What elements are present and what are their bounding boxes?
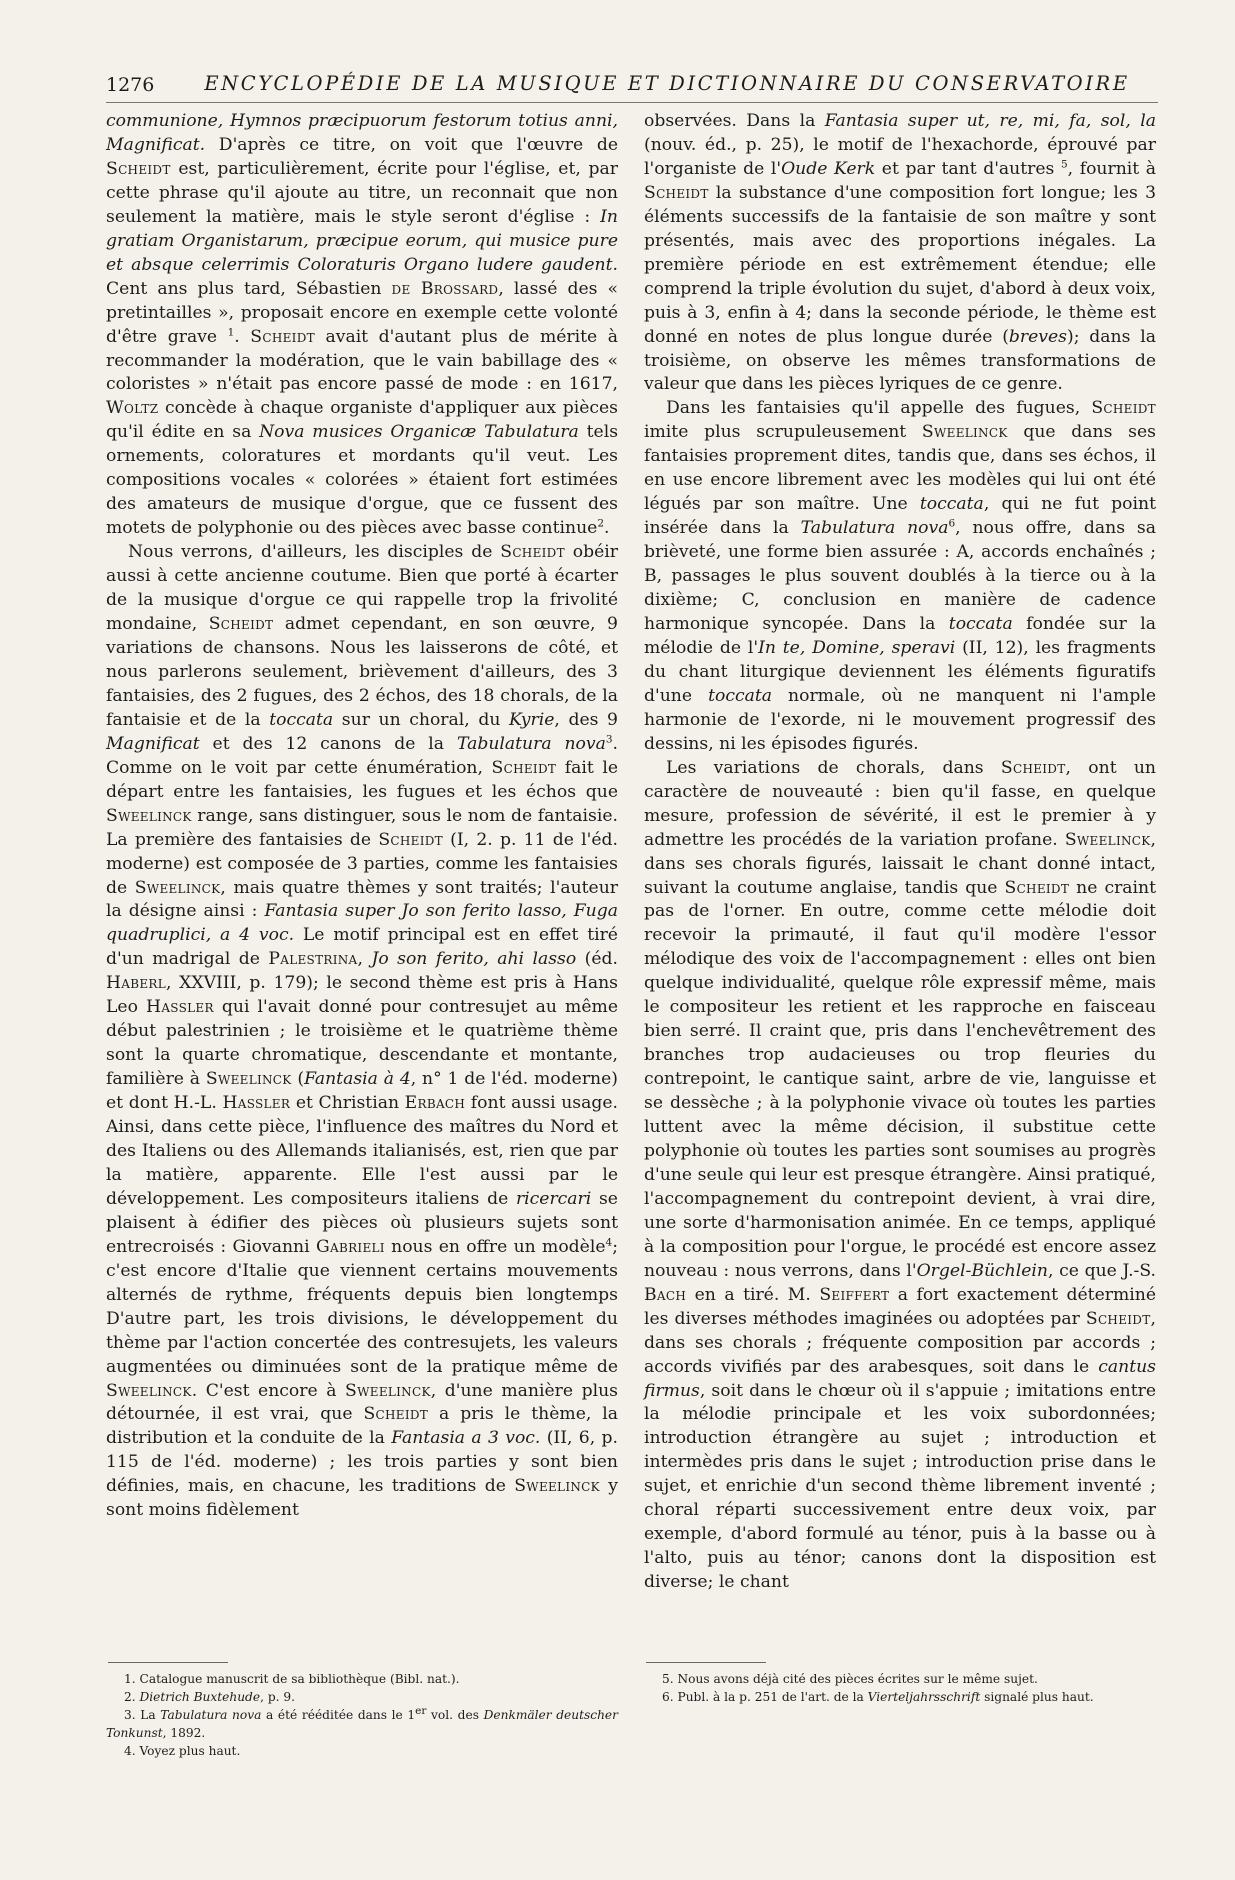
proper-name: Haberl [106,973,167,994]
proper-name: Sweelinck [106,805,192,826]
proper-name: Sweelinck [514,1476,600,1497]
proper-name: Scheidt [1000,757,1066,778]
proper-name: Sweelinck [205,1069,292,1090]
proper-name: de Brossard [391,278,499,299]
footnote-ref: 1 [227,325,235,338]
running-title: ENCYCLOPÉDIE DE LA MUSIQUE ET DICTIONNAIRE DU CONSERVATOIRE [204,72,1130,95]
italic-text: Tabulatura nova [800,518,949,539]
footnote-ref: 6 [948,517,956,530]
italic-text: Dietrich Buxtehude [139,1690,261,1704]
italic-text: toccata [948,614,1013,635]
italic-text: Orgel-Büchlein [916,1260,1048,1281]
italic-text: breves [1008,326,1067,347]
footnote: 2. Dietrich Buxtehude, p. 9. [124,1690,296,1704]
italic-text: Jo son ferito, ahi lasso [371,949,577,970]
italic-text: Fantasia super Jo son ferito lasso, Fuga quadruplici, a 4 voc. [106,901,618,946]
footnote-ref: 3 [605,733,613,746]
footnote-rule [646,1662,766,1663]
italic-text: toccata [269,709,334,730]
footnote: 1. Catalogue manuscrit de sa bibliothèque (Bibl. nat.). [124,1672,460,1686]
paragraph: Nous verrons, d'ailleurs, les disciples de Scheidt obéir aussi à cette ancienne coutume. Bien que porté à écarter de la musique d'orgue ce qui rappelle trop la frivolité mondaine, Scheidt admet cependant, en son œuvre, 9 variations de chansons. Nous les laisserons de côté, et nous parlerons seulement, brièvement d'ailleurs, des 3 fantaisies, des 2 fugues, des 2 échos, des 18 chorals, de la fantaisie et de la toccata sur un choral, du Kyrie, des 9 Magnificat et des 12 canons de la Tabulatura nova$^3$. Comme on le voit par cette énumération, Scheidt fait le départ entre les fantaisies, les fugues et les échos que Sweelinck range, sans distinguer, sous le nom de fantaisie. La première des fantaisies de Scheidt (I, 2. p. 11 de l'éd. moderne) est composée de 3 parties, comme les fantaisies de Sweelinck, mais quatre thèmes y sont traités; l'auteur la désigne ainsi : Fantasia super Jo son ferito lasso, Fuga quadruplici, a 4 voc. Le motif principal est en effet tiré d'un madrigal de Palestrina, Jo son ferito, ahi lasso (éd. Haberl, XXVIII, p. 179); le second thème est pris à Hans Leo Hassler qui l'avait donné pour contresujet au même début palestrinien ; le troisième et le quatrième thème sont la quarte chromatique, descendante et montante, familière à Sweelinck (Fantasia à 4, n° 1 de l'éd. moderne) et dont H.-L. Hassler et Christian Erbach font aussi usage. Ainsi, dans cette pièce, l'influence des maîtres du Nord et des Italiens ou des Allemands italianisés, est, rien que par la matière, apparente. Elle l'est aussi par le développement. Les compositeurs italiens de ricercari se plaisent à édifier des pièces où plusieurs sujets sont entrecroisés : Giovanni Gabrieli nous en offre un modèle$^4$; c'est encore d'Italie que viennent certains mouvements alternés de rythme, fréquents depuis bien longtemps D'autre part, les trois divisions, le développement du thème par l'action concertée des contresujets, les valeurs augmentées ou diminuées sont de la pratique même de Sweelinck. C'est encore à Sweelinck, d'une manière plus détournée, il est vrai, que Scheidt a pris le thème, la distribution et la conduite de la Fantasia a 3 voc. (II, 6, p. 115 de l'éd. moderne) ; les trois parties y sont bien définies, mais, en chacune, les traditions de Sweelinck y sont moins fidèlement [106,542,619,1521]
proper-name: Scheidt [644,182,709,203]
italic-text: Nova musices Organicæ Tabulatura [259,422,579,443]
italic-text: Fantasia a 3 voc. [391,1428,541,1449]
paragraph: observées. Dans la Fantasia super ut, re, mi, fa, sol, la (nouv. éd., p. 25), le motif de l'hexachorde, éprouvé par l'organiste de l'Oude Kerk et par tant d'autres $^5$, fournit à Scheidt la substance d'une composition fort longue; les 3 éléments successifs de la fantaisie de son maître y sont présentés, mais avec des proportions inégales. La première période en est extrêmement étendue; elle comprend la triple évolution du sujet, d'abord à deux voix, puis à 3, enfin à 4; dans la seconde période, le thème est donné en notes de plus longue durée (breves); dans la troisième, on observe les mêmes transformations de valeur que dans les pièces lyriques de ce genre. [644,111,1157,395]
footnotes-left [106,1670,618,1760]
italic-text: toccata [708,685,772,706]
italic-text: Tabulatura nova [160,1708,262,1722]
proper-name: Scheidt [1085,1308,1151,1329]
paragraph: communione, Hymnos præcipuorum festorum totius anni, Magnificat. D'après ce titre, on voit que l'œuvre de Scheidt est, particulièrement, écrite pour l'église, et, par cette phrase qu'il ajoute au titre, un reconnait que non seulement la matière, mais le style seront d'église : In gratiam Organistarum, præcipue eorum, qui musice pure et absque celerrimis Coloraturis Organo ludere gaudent. Cent ans plus tard, Sébastien de Brossard, lassé des « pretintailles », proposait encore en exemple cette volonté d'être grave $^1$. Scheidt avait d'autant plus de mérite à recommander la modération, que le vain babillage des « coloristes » n'était pas encore passé de mode : en 1617, Woltz concède à chaque organiste d'appliquer aux pièces qu'il édite en sa Nova musices Organicæ Tabulatura tels ornements, coloratures et mordants qu'il veut. Les compositions vocales « colorées » étaient fort estimées des amateurs de musique d'orgue, que ce fussent des motets de polyphonie ou des pièces avec basse continue$^2$. [106,111,619,539]
footnote-ref: 5 [1060,158,1068,171]
proper-name: Hassler [146,997,214,1018]
footnote: 6. Publ. à la p. 251 de l'art. de la Vierteljahrsschrift signalé plus haut. [662,1690,1094,1704]
page-number: 1276 [106,74,155,96]
italic-text: Denkmäler deutscher Tonkunst [106,1708,618,1740]
italic-text: Fantasia à 4 [304,1069,411,1090]
proper-name: Sweelinck [1064,829,1151,850]
proper-name: Sweelinck [921,422,1008,443]
proper-name: Scheidt [363,1404,429,1425]
footnote: 5. Nous avons déjà cité des pièces écrites sur le même sujet. [662,1672,1038,1686]
footnote-ref: 2 [597,517,605,530]
proper-name: Scheidt [208,614,274,635]
italic-text: Fantasia super ut, re, mi, fa, sol, la [824,111,1156,131]
proper-name: Scheidt [378,829,443,850]
proper-name: Palestrina [268,949,358,970]
italic-text: Magnificat [106,733,200,754]
left-column [106,110,618,1523]
proper-name: Scheidt [106,158,171,179]
footnote: 3. La Tabulatura nova a été rééditée dans le 1er vol. des Denkmäler deutscher Tonkunst, 1892. [106,1704,618,1740]
italic-text: Vierteljahrsschrift [867,1690,981,1704]
italic-text: Kyrie [509,709,555,730]
proper-name: Scheidt [1091,398,1156,419]
proper-name: Sweelinck [106,1380,192,1401]
italic-text: cantus firmus [644,1356,1156,1401]
proper-name: Sweelinck [134,877,221,898]
italic-text: communione, Hymnos præcipuorum festorum totius anni, Magnificat. [106,111,618,155]
right-column [644,110,1156,1595]
proper-name: Scheidt [1004,877,1070,898]
proper-name: Scheidt [491,757,557,778]
proper-name: Seiffert [819,1284,890,1305]
footnote-ref: er [415,1704,427,1717]
italic-text: Tabulatura nova [456,733,606,754]
proper-name: Gabrieli [315,1236,385,1257]
italic-text: toccata [919,494,984,515]
proper-name: Scheidt [500,542,565,563]
footnote: 4. Voyez plus haut. [124,1744,241,1758]
footnotes-right [644,1670,1156,1706]
italic-text: In gratiam Organistarum, præcipue eorum, qui musice pure et absque celerrimis Coloraturis Organo ludere gaudent. [106,206,618,275]
footnote-rule [108,1662,228,1663]
paragraph: Les variations de chorals, dans Scheidt, ont un caractère de nouveauté : bien qu'il fasse, en quelque mesure, profession de sévérité, il est le premier à y admettre les procédés de la variation profane. Sweelinck, dans ses chorals figurés, laissait le chant donné intact, suivant la coutume anglaise, tandis que Scheidt ne craint pas de l'orner. En outre, comme cette mélodie doit recevoir la primauté, il faut qu'il modère l'essor mélodique des voix de l'accompagnement : elles ont bien quelque individualité, quelque rôle expressif même, mais le compositeur les retient et les rapproche en faisceau bien serré. Il craint que, pris dans l'enchevêtrement des branches trop audacieuses ou trop fleuries du contrepoint, le cantique saint, arbre de vie, languisse et se dessèche ; à la polyphonie vivace où toutes les parties luttent avec la même décision, il substitue cette polyphonie où toutes les parties sont soumises au progrès d'une seule qui leur est presque étrangère. Ainsi pratiqué, l'accompagnement du contrepoint devient, à vrai dire, une sorte d'harmonisation animée. En ce temps, appliqué à la composition pour l'orgue, le procédé est encore assez nouveau : nous verrons, dans l'Orgel-Büchlein, ce que J.-S. Bach en a tiré. M. Seiffert a fort exactement déterminé les diverses méthodes imaginées ou adoptées par Scheidt, dans ses chorals ; fréquente composition par accords ; accords vivifiés par des arabesques, soit dans le cantus firmus, soit dans le chœur où il s'appuie ; imitations entre la mélodie principale et les voix subordonnées; introduction étrangère au sujet ; introduction et intermèdes pris dans le sujet ; introduction prise dans le sujet, et enrichie d'un second thème librement inventé ; choral réparti successivement entre deux voix, par exemple, d'abord formulé au ténor, puis à la basse ou à l'alto, puis au ténor; canons dont la disposition est diverse; le chant [644,757,1157,1593]
paragraph: Dans les fantaisies qu'il appelle des fugues, Scheidt imite plus scrupuleusement Sweelinck que dans ses fantaisies proprement dites, tandis que, dans ses échos, il en use encore librement avec les modèles qui lui ont été légués par son maître. Une toccata, qui ne fut point insérée dans la Tabulatura nova$^6$, nous offre, dans sa brièveté, une forme bien assurée : A, accords enchaînés ; B, passages le plus souvent doublés à la tierce ou à la dixième; C, conclusion en manière de cadence harmonique syncopée. Dans la toccata fondée sur la mélodie de l'In te, Domine, speravi (II, 12), les fragments du chant liturgique deviennent les éléments figuratifs d'une toccata normale, où ne manquent ni l'ample harmonie de l'exorde, ni le mouvement progressif des dessins, ni les épisodes figurés. [644,398,1156,754]
proper-name: Erbach [404,1093,466,1114]
proper-name: Scheidt [250,326,315,347]
header-rule [106,102,1158,103]
italic-text: In te, Domine, speravi [758,637,956,658]
footnote-ref: 4 [605,1236,613,1249]
italic-text: ricercari [515,1188,592,1209]
proper-name: Woltz [106,398,159,419]
proper-name: Bach [644,1284,687,1305]
page-header [106,72,1158,102]
italic-text: Oude Kerk [781,158,876,179]
proper-name: Hassler [222,1093,291,1114]
proper-name: Sweelinck [345,1380,431,1401]
